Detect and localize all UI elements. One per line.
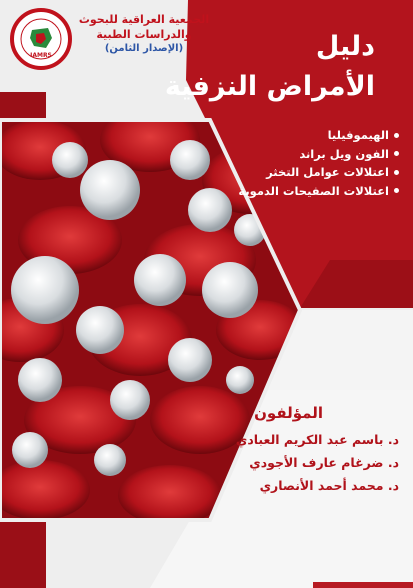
topic-item: الفون ويل براند [238,145,399,164]
book-title [165,28,375,108]
iamrs-logo [10,8,72,70]
bullet-icon [394,170,399,175]
topic-item: اعتلالات الصفيحات الدموية [238,182,399,201]
authors-heading: المؤلفون [254,404,323,422]
organization-name-line1: الجمعية العراقية للبحوث [78,13,210,26]
bullet-icon [394,188,399,193]
title-line2: الأمراض النزفية [164,71,375,102]
topic-item: الهيموفيليا [238,126,399,145]
edition-label: (الإصدار الثامن) [104,43,184,54]
bullet-icon [394,151,399,156]
author-name: د. باسم عبد الكريم العبادي [235,432,399,447]
title-line1: دليل [315,31,375,62]
author-name: د. محمد أحمد الأنصاري [259,478,399,493]
bullet-icon [394,133,399,138]
topics-list [238,126,399,200]
logo-text: IAMRS [30,52,52,59]
authors-list [236,428,399,497]
topic-item: اعتلالات عوامل التخثر [238,163,399,182]
author-name: د. ضرغام عارف الأجودي [249,455,399,470]
bottom-accent-bar [313,582,413,588]
organization-name-line2: والدراسات الطبية [96,28,192,41]
